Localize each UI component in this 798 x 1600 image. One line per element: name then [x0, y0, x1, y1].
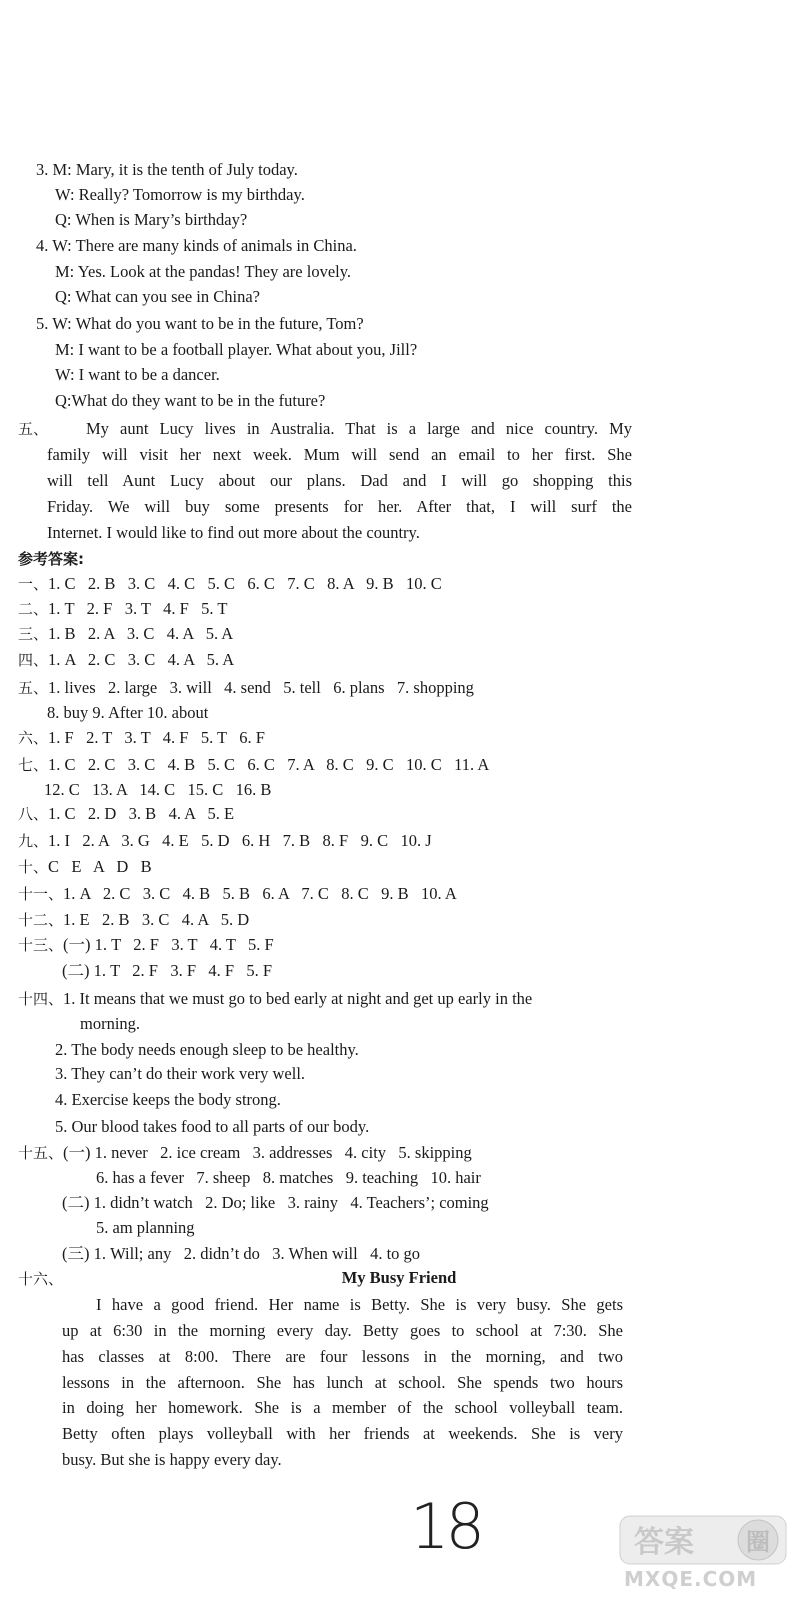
essay-line-7: busy. But she is happy every day.: [62, 1450, 282, 1469]
answer-row-5: 五、1. lives 2. large 3. will 4. send 5. tell 6. plans 7. shopping: [18, 678, 474, 697]
answer-row-14-line-3: 2. The body needs enough sleep to be healthy.: [55, 1040, 359, 1059]
dialogue-3-line-3: Q: When is Mary’s birthday?: [55, 210, 248, 229]
answer-row-14-line-4: 3. They can’t do their work very well.: [55, 1064, 306, 1083]
dialogue-3-line-1: 3. M: Mary, it is the tenth of July today.: [36, 160, 298, 179]
answer-row-5-cont: 8. buy 9. After 10. about: [47, 703, 209, 722]
answer-row-12: 十二、1. E 2. B 3. C 4. A 5. D: [18, 910, 250, 929]
answer-row-14-line-5: 4. Exercise keeps the body strong.: [55, 1090, 281, 1109]
section-5-line-1: My aunt Lucy lives in Australia. That is a large and nice country. My: [86, 419, 632, 438]
section-16-label: 十六、: [18, 1270, 64, 1288]
answer-row-15-line-3: (二) 1. didn’t watch 2. Do; like 3. rainy 4. Teachers’; coming: [62, 1193, 489, 1212]
answer-row-14-line-2: morning.: [80, 1014, 141, 1033]
answer-row-13-cont: (二) 1. T 2. F 3. F 4. F 5. F: [62, 961, 273, 980]
answer-row-14-line-6: 5. Our blood takes food to all parts of our body.: [55, 1117, 370, 1136]
answer-row-7-cont: 12. C 13. A 14. C 15. C 16. B: [44, 780, 272, 799]
dialogue-5-line-3: W: I want to be a dancer.: [55, 365, 220, 384]
answer-row-14: 十四、1. It means that we must go to bed early at night and get up early in the: [18, 989, 533, 1008]
dialogue-4-line-2: M: Yes. Look at the pandas! They are lovely.: [55, 262, 352, 281]
svg-text:MXQE.COM: MXQE.COM: [624, 1567, 758, 1591]
essay-line-6: Betty often plays volleyball with her friends at weekends. She is very: [62, 1424, 623, 1443]
dialogue-5-line-1: 5. W: What do you want to be in the future, Tom?: [36, 314, 364, 333]
dialogue-5-line-2: M: I want to be a football player. What about you, Jill?: [55, 340, 418, 359]
essay-line-4: lessons in the afternoon. She has lunch at school. She spends two hours: [62, 1373, 623, 1392]
section-5-line-2: family will visit her next week. Mum will send an email to her first. She: [47, 445, 632, 464]
essay-line-1: I have a good friend. Her name is Betty. She is very busy. She gets: [96, 1295, 623, 1314]
answer-row-8: 八、1. C 2. D 3. B 4. A 5. E: [18, 804, 235, 823]
dialogue-5-line-4: Q:What do they want to be in the future?: [55, 391, 326, 410]
answer-row-7: 七、1. C 2. C 3. C 4. B 5. C 6. C 7. A 8. C 9. C 10. C 11. A: [18, 755, 490, 774]
dialogue-4-line-1: 4. W: There are many kinds of animals in China.: [36, 236, 357, 255]
svg-text:圈: 圈: [746, 1528, 770, 1556]
answer-row-15-line-5: (三) 1. Will; any 2. didn’t do 3. When will 4. to go: [62, 1244, 421, 1263]
page-number: 18: [410, 1490, 481, 1563]
answers-heading: 参考答案:: [18, 550, 84, 568]
essay-line-2: up at 6:30 in the morning every day. Betty goes to school at 7:30. She: [62, 1321, 623, 1340]
answer-row-6: 六、1. F 2. T 3. T 4. F 5. T 6. F: [18, 728, 265, 747]
essay-line-3: has classes at 8:00. There are four lessons in the morning, and two: [62, 1347, 623, 1366]
answer-row-9: 九、1. I 2. A 3. G 4. E 5. D 6. H 7. B 8. F 9. C 10. J: [18, 831, 432, 850]
section-5-line-4: Friday. We will buy some presents for her. After that, I will surf the: [47, 497, 632, 516]
answer-row-11: 十一、1. A 2. C 3. C 4. B 5. B 6. A 7. C 8. C 9. B 10. A: [18, 884, 457, 903]
answer-row-15: 十五、(一) 1. never 2. ice cream 3. addresses 4. city 5. skipping: [18, 1143, 472, 1162]
essay-title: My Busy Friend: [341, 1268, 457, 1287]
dialogue-4-line-3: Q: What can you see in China?: [55, 287, 260, 306]
watermark-logo: [618, 1512, 788, 1592]
section-5-line-3: will tell Aunt Lucy about our plans. Dad and I will go shopping this: [47, 471, 632, 490]
answer-row-10: 十、C E A D B: [18, 857, 152, 876]
answer-row-15-line-4: 5. am planning: [96, 1218, 195, 1237]
essay-line-5: in doing her homework. She is a member of the school volleyball team.: [62, 1398, 623, 1417]
answer-row-2: 二、1. T 2. F 3. T 4. F 5. T: [18, 599, 228, 618]
dialogue-3-line-2: W: Really? Tomorrow is my birthday.: [55, 185, 305, 204]
section-5-line-5: Internet. I would like to find out more about the country.: [47, 523, 420, 542]
answer-row-15-line-2: 6. has a fever 7. sheep 8. matches 9. teaching 10. hair: [96, 1168, 481, 1187]
answer-row-3: 三、1. B 2. A 3. C 4. A 5. A: [18, 624, 234, 643]
section-5-label: 五、: [18, 420, 49, 438]
answer-row-4: 四、1. A 2. C 3. C 4. A 5. A: [18, 650, 235, 669]
answer-row-13: 十三、(一) 1. T 2. F 3. T 4. T 5. F: [18, 935, 274, 954]
svg-text:答案: 答案: [634, 1525, 694, 1560]
answer-row-1: 一、1. C 2. B 3. C 4. C 5. C 6. C 7. C 8. A 9. B 10. C: [18, 574, 442, 593]
